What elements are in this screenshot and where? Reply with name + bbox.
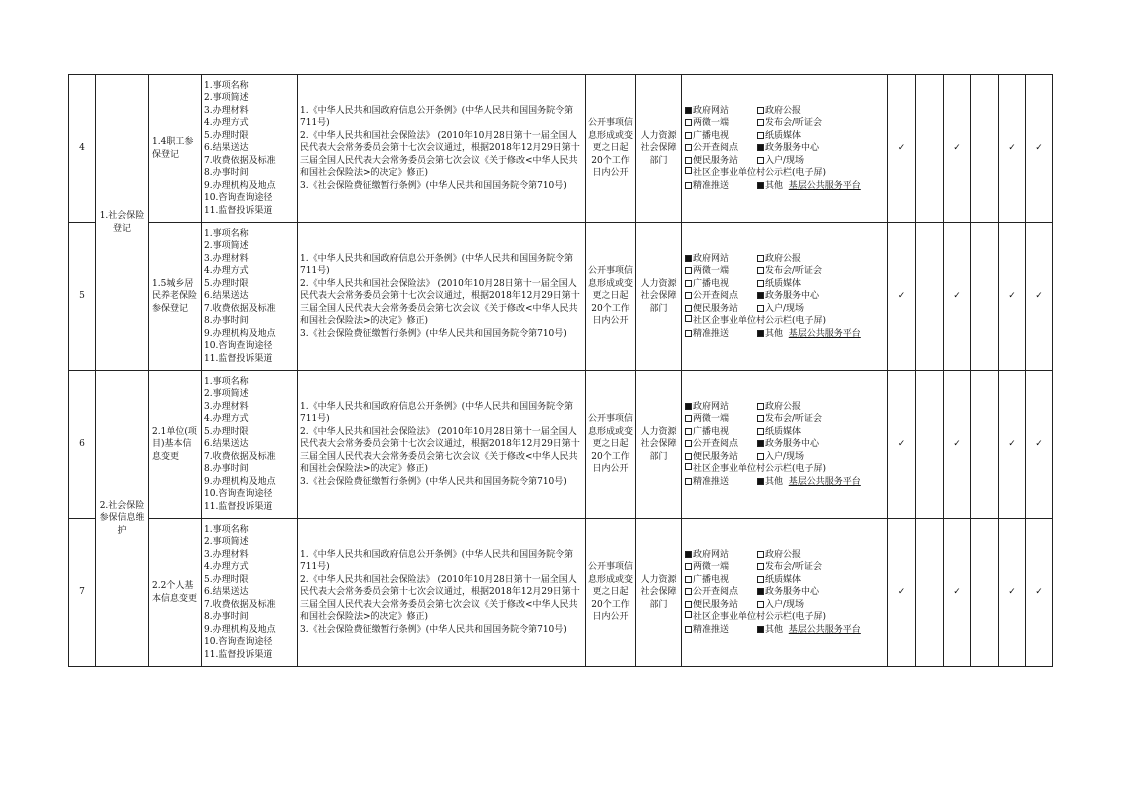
time-limit-cell: 公开事项信息形成或变更之日起20个工作日内公开 bbox=[586, 371, 636, 519]
unchecked-box-icon bbox=[685, 611, 692, 618]
basis-item: 2.《中华人民共和国社会保险法》 (2010年10月28日第十一届全国人民代表大会常务委员会第十七次会议通过，根据2018年12月29日第十三届全国人民代表大会常务委员会第七次会议《关于修改<中华人民共和国社会保险法>的决定》修正) bbox=[300, 278, 580, 327]
other-channel-value: 基层公共服务平台 bbox=[788, 180, 861, 191]
channel-label: 政府网站 bbox=[693, 401, 730, 412]
unchecked-box-icon bbox=[685, 267, 692, 274]
unchecked-box-icon bbox=[685, 428, 692, 435]
basis-item: 1.《中华人民共和国政府信息公开条例》(中华人民共和国国务院令第711号) bbox=[300, 401, 574, 425]
channel-row bbox=[685, 549, 885, 562]
unchecked-box-icon bbox=[685, 144, 692, 151]
check-mark-icon: ✓ bbox=[944, 223, 971, 371]
element-item: 11.监督投诉渠道 bbox=[204, 353, 273, 364]
other-channel-value: 基层公共服务平台 bbox=[788, 328, 861, 339]
sub-item-cell: 1.4职工参保登记 bbox=[149, 75, 202, 223]
channel-label: 其他 bbox=[765, 180, 784, 191]
element-item: 8.办事时间 bbox=[204, 464, 249, 475]
element-item: 9.办理机构及地点 bbox=[204, 624, 276, 635]
element-item: 2.事项简述 bbox=[204, 389, 249, 400]
channel-row bbox=[685, 463, 885, 476]
channel-row bbox=[685, 142, 885, 155]
basis-cell bbox=[298, 371, 586, 519]
element-item: 2.事项简述 bbox=[204, 537, 249, 548]
unchecked-box-icon bbox=[685, 563, 692, 570]
other-channel-value: 基层公共服务平台 bbox=[788, 624, 861, 635]
unchecked-box-icon bbox=[685, 601, 692, 608]
unchecked-box-icon bbox=[757, 403, 764, 410]
unchecked-box-icon bbox=[757, 267, 764, 274]
channel-label: 社区企事业单位村公示栏(电子屏) bbox=[693, 612, 827, 623]
unchecked-box-icon bbox=[757, 157, 764, 164]
element-item: 11.监督投诉渠道 bbox=[204, 501, 273, 512]
channel-label: 社区企事业单位村公示栏(电子屏) bbox=[693, 464, 827, 475]
checked-box-icon bbox=[757, 292, 764, 299]
channel-row bbox=[685, 451, 885, 464]
unchecked-box-icon bbox=[685, 157, 692, 164]
basis-item: 3.《社会保险费征缴暂行条例》(中华人民共和国国务院令第710号) bbox=[300, 624, 567, 635]
channel-label: 精准推送 bbox=[693, 180, 730, 191]
empty-check-cell bbox=[971, 223, 999, 371]
channel-label: 广播电视 bbox=[693, 426, 730, 437]
channel-label: 发布会/听证会 bbox=[765, 414, 823, 425]
basis-item: 3.《社会保险费征缴暂行条例》(中华人民共和国国务院令第710号) bbox=[300, 328, 567, 339]
channel-label: 精准推送 bbox=[693, 624, 730, 635]
unchecked-box-icon bbox=[685, 415, 692, 422]
channel-label: 发布会/听证会 bbox=[765, 562, 823, 573]
element-item: 1.事项名称 bbox=[204, 376, 249, 387]
channel-label: 便民服务站 bbox=[693, 155, 739, 166]
channels-cell bbox=[682, 371, 888, 519]
check-mark-icon: ✓ bbox=[1026, 223, 1053, 371]
channel-label: 政府公报 bbox=[765, 401, 802, 412]
unchecked-box-icon bbox=[685, 576, 692, 583]
channel-label: 政务服务中心 bbox=[765, 291, 820, 302]
basis-item: 3.《社会保险费征缴暂行条例》(中华人民共和国国务院令第710号) bbox=[300, 180, 567, 191]
channel-row bbox=[685, 438, 885, 451]
checked-box-icon bbox=[757, 478, 764, 485]
element-item: 2.事项简述 bbox=[204, 241, 249, 252]
channel-label: 社区企事业单位村公示栏(电子屏) bbox=[693, 168, 827, 179]
basis-item: 2.《中华人民共和国社会保险法》 (2010年10月28日第十一届全国人民代表大会常务委员会第十七次会议通过，根据2018年12月29日第十三届全国人民代表大会常务委员会第七次会议《关于修改<中华人民共和国社会保险法>的决定》修正) bbox=[300, 574, 580, 623]
unchecked-box-icon bbox=[757, 107, 764, 114]
unchecked-box-icon bbox=[685, 167, 692, 174]
channel-label: 纸质媒体 bbox=[765, 278, 802, 289]
element-item: 11.监督投诉渠道 bbox=[204, 649, 273, 660]
channel-label: 发布会/听证会 bbox=[765, 118, 823, 129]
channel-label: 广播电视 bbox=[693, 574, 730, 585]
channel-label: 政府公报 bbox=[765, 105, 802, 116]
channel-row bbox=[685, 253, 885, 266]
elements-cell bbox=[202, 75, 298, 223]
row-number: 4 bbox=[69, 75, 96, 223]
channel-label: 便民服务站 bbox=[693, 599, 739, 610]
empty-check-cell bbox=[971, 75, 999, 223]
element-item: 7.收费依据及标准 bbox=[204, 155, 276, 166]
channel-row bbox=[685, 401, 885, 414]
unchecked-box-icon bbox=[685, 292, 692, 299]
channel-label: 两微一端 bbox=[693, 266, 730, 277]
channel-label: 政府网站 bbox=[693, 549, 730, 560]
check-mark-icon: ✓ bbox=[999, 223, 1026, 371]
empty-check-cell bbox=[971, 519, 999, 667]
checked-box-icon bbox=[685, 403, 692, 410]
element-item: 9.办理机构及地点 bbox=[204, 180, 276, 191]
channel-row bbox=[685, 290, 885, 303]
channel-label: 发布会/听证会 bbox=[765, 266, 823, 277]
unchecked-box-icon bbox=[685, 453, 692, 460]
channel-row bbox=[685, 117, 885, 130]
sub-item-cell: 2.1单位(项目)基本信息变更 bbox=[149, 371, 202, 519]
check-mark-icon: ✓ bbox=[999, 75, 1026, 223]
table-row bbox=[69, 223, 1053, 371]
unchecked-box-icon bbox=[685, 588, 692, 595]
unchecked-box-icon bbox=[685, 280, 692, 287]
element-item: 10.咨询查询途径 bbox=[204, 489, 273, 500]
check-mark-icon: ✓ bbox=[999, 371, 1026, 519]
check-mark-icon: ✓ bbox=[888, 75, 916, 223]
checked-box-icon bbox=[757, 182, 764, 189]
unchecked-box-icon bbox=[757, 428, 764, 435]
unchecked-box-icon bbox=[757, 132, 764, 139]
channel-row bbox=[685, 476, 885, 489]
unchecked-box-icon bbox=[685, 330, 692, 337]
channel-label: 便民服务站 bbox=[693, 451, 739, 462]
check-mark-icon: ✓ bbox=[944, 519, 971, 667]
element-item: 6.结果送达 bbox=[204, 291, 249, 302]
checked-box-icon bbox=[757, 144, 764, 151]
unchecked-box-icon bbox=[757, 563, 764, 570]
empty-check-cell bbox=[916, 371, 944, 519]
channel-label: 公开查阅点 bbox=[693, 439, 739, 450]
basis-item: 1.《中华人民共和国政府信息公开条例》(中华人民共和国国务院令第711号) bbox=[300, 105, 574, 129]
element-item: 11.监督投诉渠道 bbox=[204, 205, 273, 216]
row-number: 6 bbox=[69, 371, 96, 519]
check-mark-icon: ✓ bbox=[1026, 519, 1053, 667]
channels-cell bbox=[682, 223, 888, 371]
check-mark-icon: ✓ bbox=[999, 519, 1026, 667]
channel-row bbox=[685, 574, 885, 587]
channel-row bbox=[685, 105, 885, 118]
channel-label: 政务服务中心 bbox=[765, 439, 820, 450]
empty-check-cell bbox=[971, 371, 999, 519]
basis-item: 1.《中华人民共和国政府信息公开条例》(中华人民共和国国务院令第711号) bbox=[300, 549, 574, 573]
channel-row bbox=[685, 278, 885, 291]
channel-label: 两微一端 bbox=[693, 562, 730, 573]
element-item: 9.办理机构及地点 bbox=[204, 476, 276, 487]
channel-label: 政府网站 bbox=[693, 253, 730, 264]
channel-label: 公开查阅点 bbox=[693, 143, 739, 154]
unchecked-box-icon bbox=[685, 132, 692, 139]
channel-label: 精准推送 bbox=[693, 476, 730, 487]
channel-row bbox=[685, 130, 885, 143]
basis-item: 1.《中华人民共和国政府信息公开条例》(中华人民共和国国务院令第711号) bbox=[300, 253, 574, 277]
element-item: 6.结果送达 bbox=[204, 143, 249, 154]
element-item: 5.办理时限 bbox=[204, 426, 249, 437]
channel-label: 其他 bbox=[765, 328, 784, 339]
channel-label: 精准推送 bbox=[693, 328, 730, 339]
checked-box-icon bbox=[757, 626, 764, 633]
element-item: 1.事项名称 bbox=[204, 80, 249, 91]
unchecked-box-icon bbox=[757, 255, 764, 262]
channel-row bbox=[685, 167, 885, 180]
element-item: 2.事项简述 bbox=[204, 93, 249, 104]
channel-label: 广播电视 bbox=[693, 130, 730, 141]
disclosure-table bbox=[68, 74, 1053, 667]
element-item: 4.办理方式 bbox=[204, 562, 249, 573]
check-mark-icon: ✓ bbox=[1026, 75, 1053, 223]
unchecked-box-icon bbox=[757, 280, 764, 287]
department-cell: 人力资源社会保障部门 bbox=[636, 371, 682, 519]
element-item: 6.结果送达 bbox=[204, 587, 249, 598]
element-item: 10.咨询查询途径 bbox=[204, 637, 273, 648]
check-mark-icon: ✓ bbox=[888, 519, 916, 667]
time-limit-cell: 公开事项信息形成或变更之日起20个工作日内公开 bbox=[586, 519, 636, 667]
channel-row bbox=[685, 303, 885, 316]
element-item: 5.办理时限 bbox=[204, 278, 249, 289]
unchecked-box-icon bbox=[757, 551, 764, 558]
element-item: 3.办理材料 bbox=[204, 401, 249, 412]
unchecked-box-icon bbox=[685, 440, 692, 447]
element-item: 4.办理方式 bbox=[204, 266, 249, 277]
unchecked-box-icon bbox=[757, 415, 764, 422]
basis-cell bbox=[298, 223, 586, 371]
table-row bbox=[69, 519, 1053, 667]
unchecked-box-icon bbox=[685, 182, 692, 189]
unchecked-box-icon bbox=[685, 478, 692, 485]
channel-label: 便民服务站 bbox=[693, 303, 739, 314]
sub-item-cell: 1.5城乡居民养老保险参保登记 bbox=[149, 223, 202, 371]
channel-label: 两微一端 bbox=[693, 414, 730, 425]
channel-label: 公开查阅点 bbox=[693, 587, 739, 598]
check-mark-icon: ✓ bbox=[944, 75, 971, 223]
element-item: 7.收费依据及标准 bbox=[204, 599, 276, 610]
unchecked-box-icon bbox=[757, 576, 764, 583]
channel-row bbox=[685, 328, 885, 341]
channel-label: 政务服务中心 bbox=[765, 587, 820, 598]
channel-row bbox=[685, 265, 885, 278]
sub-item-cell: 2.2个人基本信息变更 bbox=[149, 519, 202, 667]
category-cell: 1.社会保险登记 bbox=[96, 75, 149, 371]
channel-row bbox=[685, 561, 885, 574]
check-mark-icon: ✓ bbox=[888, 371, 916, 519]
category-cell: 2.社会保险参保信息维护 bbox=[96, 371, 149, 667]
unchecked-box-icon bbox=[757, 453, 764, 460]
basis-item: 3.《社会保险费征缴暂行条例》(中华人民共和国国务院令第710号) bbox=[300, 476, 567, 487]
checked-box-icon bbox=[685, 107, 692, 114]
empty-check-cell bbox=[916, 223, 944, 371]
element-item: 1.事项名称 bbox=[204, 524, 249, 535]
element-item: 8.办事时间 bbox=[204, 316, 249, 327]
element-item: 8.办事时间 bbox=[204, 612, 249, 623]
row-number: 5 bbox=[69, 223, 96, 371]
channel-row bbox=[685, 586, 885, 599]
channel-label: 政务服务中心 bbox=[765, 143, 820, 154]
element-item: 4.办理方式 bbox=[204, 414, 249, 425]
channel-label: 广播电视 bbox=[693, 278, 730, 289]
channel-row bbox=[685, 315, 885, 328]
department-cell: 人力资源社会保障部门 bbox=[636, 223, 682, 371]
checked-box-icon bbox=[685, 255, 692, 262]
check-mark-icon: ✓ bbox=[1026, 371, 1053, 519]
channel-label: 纸质媒体 bbox=[765, 574, 802, 585]
element-item: 10.咨询查询途径 bbox=[204, 193, 273, 204]
basis-cell bbox=[298, 519, 586, 667]
elements-cell bbox=[202, 223, 298, 371]
unchecked-box-icon bbox=[757, 601, 764, 608]
channel-row bbox=[685, 624, 885, 637]
element-item: 4.办理方式 bbox=[204, 118, 249, 129]
channel-label: 纸质媒体 bbox=[765, 426, 802, 437]
check-mark-icon: ✓ bbox=[944, 371, 971, 519]
channel-label: 其他 bbox=[765, 476, 784, 487]
channel-label: 两微一端 bbox=[693, 118, 730, 129]
element-item: 7.收费依据及标准 bbox=[204, 451, 276, 462]
elements-cell bbox=[202, 519, 298, 667]
basis-cell bbox=[298, 75, 586, 223]
channels-cell bbox=[682, 519, 888, 667]
channel-row bbox=[685, 426, 885, 439]
channel-label: 其他 bbox=[765, 624, 784, 635]
elements-cell bbox=[202, 371, 298, 519]
channel-row bbox=[685, 599, 885, 612]
element-item: 3.办理材料 bbox=[204, 105, 249, 116]
table-row bbox=[69, 75, 1053, 223]
time-limit-cell: 公开事项信息形成或变更之日起20个工作日内公开 bbox=[586, 223, 636, 371]
element-item: 7.收费依据及标准 bbox=[204, 303, 276, 314]
checked-box-icon bbox=[757, 330, 764, 337]
channel-row bbox=[685, 413, 885, 426]
table-row bbox=[69, 371, 1053, 519]
element-item: 1.事项名称 bbox=[204, 228, 249, 239]
channel-label: 入户/现场 bbox=[765, 451, 805, 462]
checked-box-icon bbox=[757, 440, 764, 447]
unchecked-box-icon bbox=[685, 315, 692, 322]
unchecked-box-icon bbox=[685, 626, 692, 633]
department-cell: 人力资源社会保障部门 bbox=[636, 519, 682, 667]
basis-item: 2.《中华人民共和国社会保险法》 (2010年10月28日第十一届全国人民代表大会常务委员会第十七次会议通过，根据2018年12月29日第十三届全国人民代表大会常务委员会第七次会议《关于修改<中华人民共和国社会保险法>的决定》修正) bbox=[300, 426, 580, 475]
element-item: 3.办理材料 bbox=[204, 549, 249, 560]
channel-label: 政府公报 bbox=[765, 549, 802, 560]
department-cell: 人力资源社会保障部门 bbox=[636, 75, 682, 223]
channel-label: 政府网站 bbox=[693, 105, 730, 116]
row-number: 7 bbox=[69, 519, 96, 667]
channel-row bbox=[685, 155, 885, 168]
channel-row bbox=[685, 611, 885, 624]
empty-check-cell bbox=[916, 519, 944, 667]
empty-check-cell bbox=[916, 75, 944, 223]
channel-label: 入户/现场 bbox=[765, 155, 805, 166]
unchecked-box-icon bbox=[685, 305, 692, 312]
channel-label: 政府公报 bbox=[765, 253, 802, 264]
channels-cell bbox=[682, 75, 888, 223]
element-item: 9.办理机构及地点 bbox=[204, 328, 276, 339]
element-item: 10.咨询查询途径 bbox=[204, 341, 273, 352]
element-item: 5.办理时限 bbox=[204, 574, 249, 585]
element-item: 3.办理材料 bbox=[204, 253, 249, 264]
check-mark-icon: ✓ bbox=[888, 223, 916, 371]
other-channel-value: 基层公共服务平台 bbox=[788, 476, 861, 487]
unchecked-box-icon bbox=[685, 119, 692, 126]
channel-label: 社区企事业单位村公示栏(电子屏) bbox=[693, 316, 827, 327]
channel-label: 纸质媒体 bbox=[765, 130, 802, 141]
channel-row bbox=[685, 180, 885, 193]
unchecked-box-icon bbox=[757, 119, 764, 126]
channel-label: 入户/现场 bbox=[765, 599, 805, 610]
element-item: 8.办事时间 bbox=[204, 168, 249, 179]
checked-box-icon bbox=[685, 551, 692, 558]
basis-item: 2.《中华人民共和国社会保险法》 (2010年10月28日第十一届全国人民代表大会常务委员会第十七次会议通过，根据2018年12月29日第十三届全国人民代表大会常务委员会第七次会议《关于修改<中华人民共和国社会保险法>的决定》修正) bbox=[300, 130, 580, 179]
element-item: 6.结果送达 bbox=[204, 439, 249, 450]
element-item: 5.办理时限 bbox=[204, 130, 249, 141]
channel-label: 入户/现场 bbox=[765, 303, 805, 314]
unchecked-box-icon bbox=[757, 305, 764, 312]
time-limit-cell: 公开事项信息形成或变更之日起20个工作日内公开 bbox=[586, 75, 636, 223]
unchecked-box-icon bbox=[685, 463, 692, 470]
checked-box-icon bbox=[757, 588, 764, 595]
channel-label: 公开查阅点 bbox=[693, 291, 739, 302]
